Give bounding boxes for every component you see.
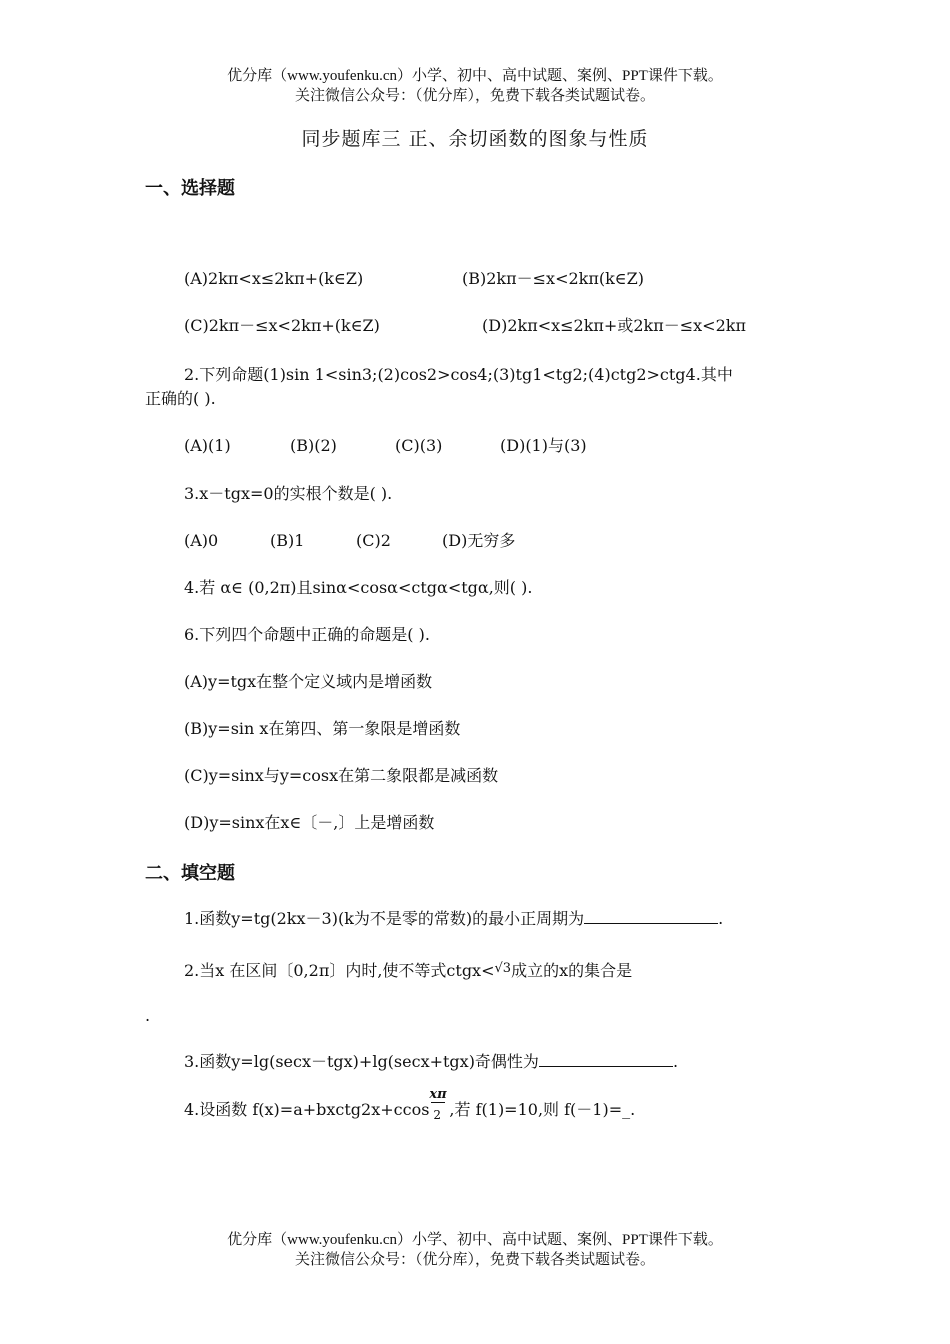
section-heading-choice: 一、选择题: [145, 178, 235, 199]
fill-2-text-a: 2.当x 在区间〔0,2π〕内时,使不等式ctgx<: [184, 961, 495, 980]
fraction-numerator: xπ: [429, 1086, 447, 1102]
fill-3-blank: [539, 1050, 673, 1067]
q3-option-b: (B)1: [270, 531, 305, 550]
footer-line-2: 关注微信公众号：（优分库），免费下载各类试题试卷。: [294, 1252, 655, 1268]
fill-3: [184, 1050, 678, 1073]
q4-stem: 4.若 α∈ (0,2π)且sinα<cosα<ctgα<tgα,则( ).: [184, 578, 533, 597]
fill-3-end: .: [672, 1052, 679, 1071]
section-heading-fill: 二、填空题: [145, 863, 235, 884]
q3-stem: 3.x－tgx=0的实根个数是( ).: [184, 484, 393, 503]
q2-option-d: (D)(1)与(3): [500, 436, 587, 455]
q2-stem-cont: 正确的( ).: [145, 389, 216, 408]
fill-2-text-b: 成立的x的集合是: [511, 961, 633, 980]
q6-stem: 6.下列四个命题中正确的命题是( ).: [184, 625, 430, 644]
header-line-1: 优分库（www.youfenku.cn）小学、初中、高中试题、案例、PPT课件下载。: [227, 68, 723, 84]
page-title: 同步题库三 正、余切函数的图象与性质: [301, 128, 649, 150]
q2-stem: 2.下列命题(1)sin 1<sin3;(2)cos2>cos4;(3)tg1<tg2;(4)ctg2>ctg4.其中: [184, 365, 733, 384]
fraction-denominator: 2: [433, 1107, 442, 1122]
q3-option-c: (C)2: [356, 531, 391, 550]
sqrt3-symbol: √3: [494, 961, 512, 976]
q1-option-d: (D)2kπ<x≤2kπ+或2kπ－≤x<2kπ: [482, 316, 746, 335]
fill-3-text: 3.函数y=lg(secx－tgx)+lg(secx+tgx)奇偶性为: [184, 1052, 539, 1071]
q2-option-c: (C)(3): [395, 436, 443, 455]
q2-option-b: (B)(2): [290, 436, 337, 455]
fill-1: [184, 907, 723, 930]
q1-option-c: (C)2kπ－≤x<2kπ+(k∈Z): [184, 316, 380, 335]
q3-option-a: (A)0: [184, 531, 219, 550]
fill-1-blank: [584, 907, 718, 924]
fill-2-end: .: [145, 1006, 151, 1025]
header-line-2: 关注微信公众号：（优分库），免费下载各类试题试卷。: [294, 88, 655, 104]
q3-option-d: (D)无穷多: [442, 531, 516, 550]
fill-1-text: 1.函数y=tg(2kx－3)(k为不是零的常数)的最小正周期为: [184, 909, 585, 928]
fill-4-text-a: 4.设函数 f(x)=a+bxctg2x+ccos: [184, 1100, 430, 1119]
fill-2: [184, 960, 632, 984]
q1-option-b: (B)2kπ－≤x<2kπ(k∈Z): [462, 269, 645, 288]
q6-option-b: (B)y=sin x在第四、第一象限是增函数: [184, 719, 461, 738]
q6-option-c: (C)y=sinx与y=cosx在第二象限都是减函数: [184, 766, 499, 785]
q6-option-a: (A)y=tgx在整个定义域内是增函数: [184, 672, 433, 691]
q6-option-d: (D)y=sinx在x∈〔－,〕上是增函数: [184, 813, 435, 832]
fill-4-text-b: ,若 f(1)=10,则 f(－1)=_.: [449, 1100, 636, 1119]
footer-line-1: 优分库（www.youfenku.cn）小学、初中、高中试题、案例、PPT课件下载。: [227, 1232, 723, 1248]
q1-option-a: (A)2kπ<x≤2kπ+(k∈Z): [184, 269, 364, 288]
q2-option-a: (A)(1): [184, 436, 231, 455]
fill-1-end: .: [718, 909, 724, 928]
fraction-bar: [431, 1102, 445, 1103]
